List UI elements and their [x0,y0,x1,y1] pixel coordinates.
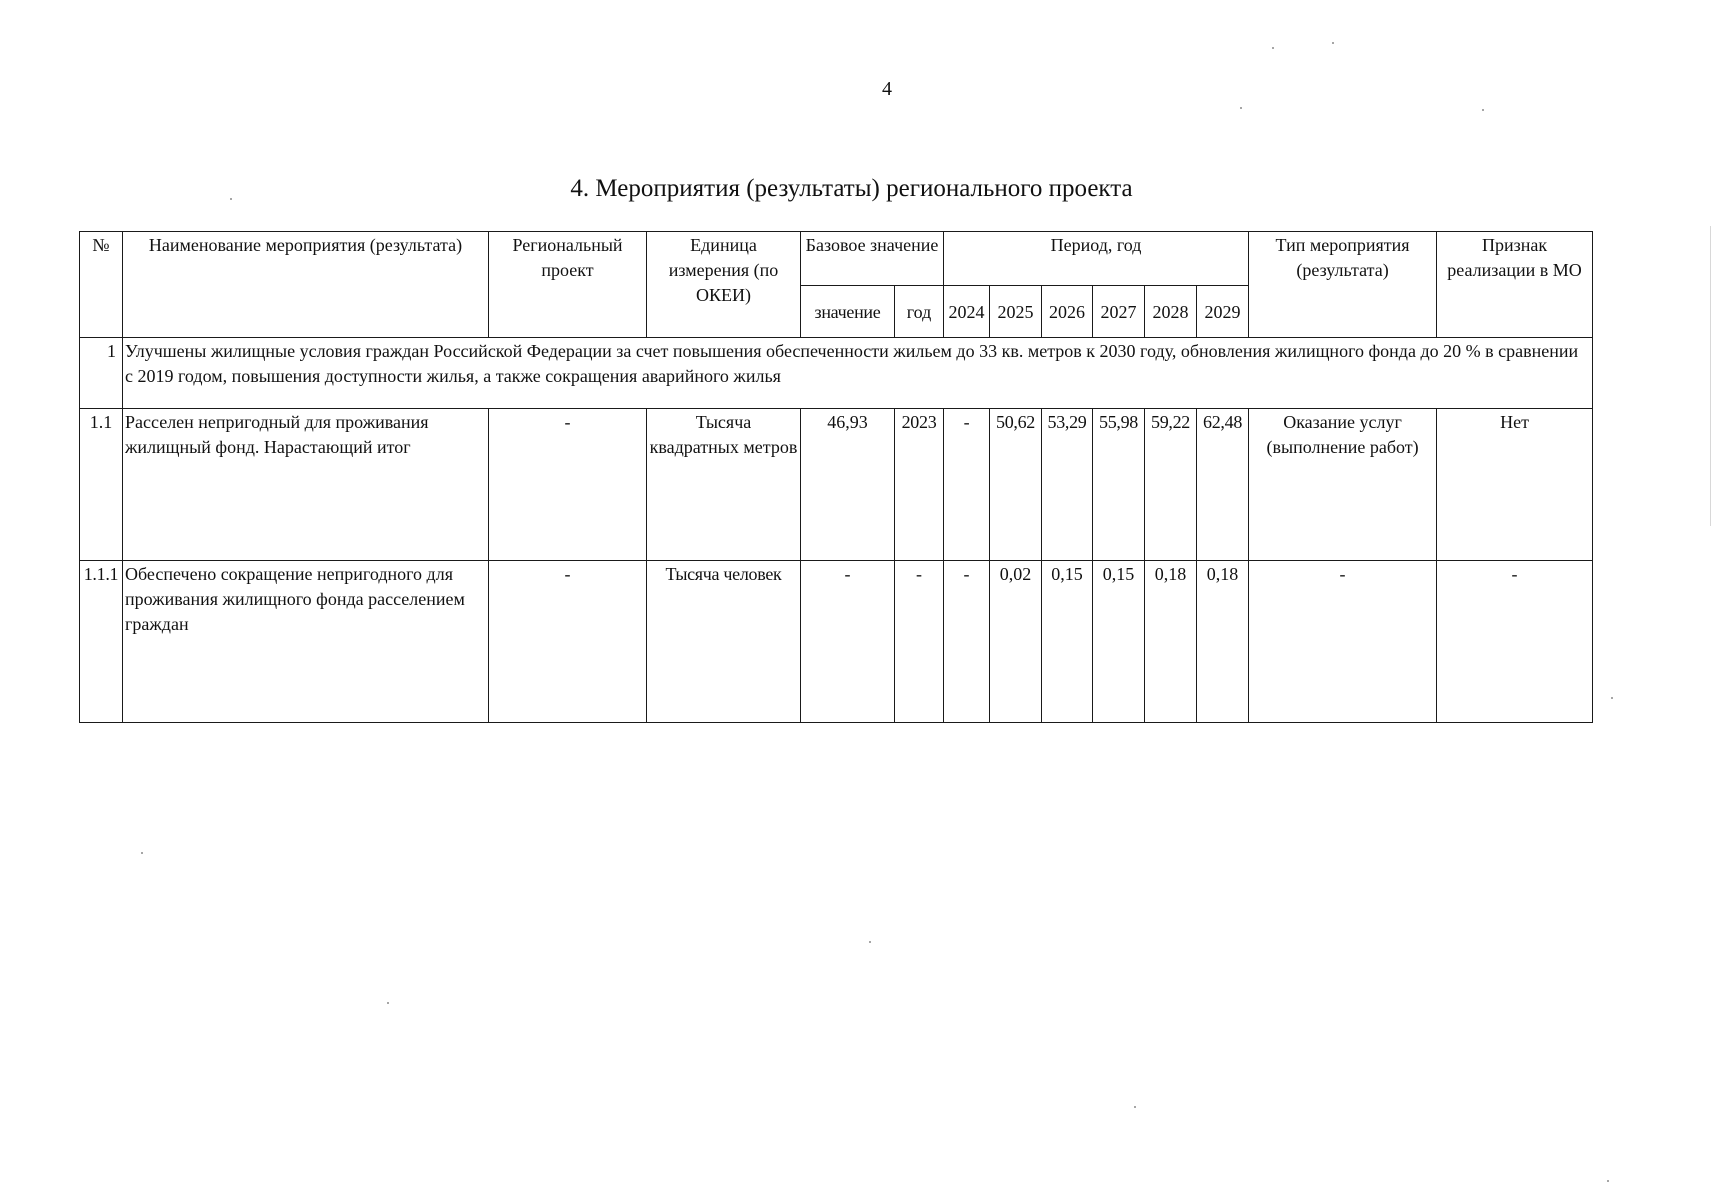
row-base-year: - [895,561,944,723]
scan-speck [230,198,232,200]
header-num: № [80,232,123,338]
header-year-2024: 2024 [944,286,990,338]
row-type: - [1249,561,1437,723]
row-num: 1.1.1 [80,561,123,723]
section-title: 4. Мероприятия (результаты) регионального проекта [570,175,1133,202]
row-value-2028: 0,18 [1145,561,1197,723]
row-type: Оказание услуг (выполнение работ) [1249,409,1437,561]
scan-speck [1272,47,1274,49]
row-value-2029: 0,18 [1197,561,1249,723]
row-regional-project: - [489,409,647,561]
measures-table [79,231,1593,723]
row-mo-flag: Нет [1437,409,1593,561]
header-regional-project: Региональный проект [489,232,647,338]
header-row-top [80,232,1593,286]
table-row [80,561,1593,723]
goal-num: 1 [80,338,123,409]
row-value-2025: 0,02 [990,561,1042,723]
row-mo-flag: - [1437,561,1593,723]
row-value-2027: 0,15 [1093,561,1145,723]
goal-row [80,338,1593,409]
row-value-2029: 62,48 [1197,409,1249,561]
header-year-2026: 2026 [1042,286,1093,338]
scan-speck [1332,42,1334,44]
row-name: Расселен непригодный для проживания жилищный фонд. Нарастающий итог [123,409,489,561]
row-value-2025: 50,62 [990,409,1042,561]
scan-speck [387,1002,389,1004]
row-base-year: 2023 [895,409,944,561]
row-base-value: 46,93 [801,409,895,561]
scan-speck [1611,697,1613,699]
row-num: 1.1 [80,409,123,561]
row-value-2027: 55,98 [1093,409,1145,561]
scan-speck [1482,109,1484,111]
header-base-year: год [895,286,944,338]
header-base: Базовое значение [801,232,944,286]
goal-text: Улучшены жилищные условия граждан Российской Федерации за счет повышения обеспеченности жильем до 33 кв. метров к 2030 году, обновления жилищного фонда до 20 % в сравнении с 2019 годом, повышения доступности жилья, а также сокращения аварийного жилья [123,338,1593,409]
row-unit: Тысяча квадратных метров [647,409,801,561]
table-row [80,409,1593,561]
row-value-2026: 0,15 [1042,561,1093,723]
header-unit: Единица измерения (по ОКЕИ) [647,232,801,338]
row-regional-project: - [489,561,647,723]
header-year-2028: 2028 [1145,286,1197,338]
scan-speck [141,852,143,854]
header-base-value: значение [801,286,895,338]
row-value-2026: 53,29 [1042,409,1093,561]
header-name: Наименование мероприятия (результата) [123,232,489,338]
scan-edge [1710,226,1711,526]
header-mo-flag: Признак реализации в МО [1437,232,1593,338]
row-value-2024: - [944,409,990,561]
row-name: Обеспечено сокращение непригодного для проживания жилищного фонда расселением граждан [123,561,489,723]
page-number: 4 [882,78,892,100]
scan-speck [1607,1180,1609,1182]
scan-speck [1134,1106,1136,1108]
scan-speck [1240,107,1242,109]
header-year-2025: 2025 [990,286,1042,338]
header-year-2029: 2029 [1197,286,1249,338]
header-period: Период, год [944,232,1249,286]
header-year-2027: 2027 [1093,286,1145,338]
row-value-2024: - [944,561,990,723]
header-type: Тип мероприятия (результата) [1249,232,1437,338]
row-value-2028: 59,22 [1145,409,1197,561]
row-base-value: - [801,561,895,723]
row-unit: Тысяча человек [647,561,801,723]
scan-speck [869,941,871,943]
